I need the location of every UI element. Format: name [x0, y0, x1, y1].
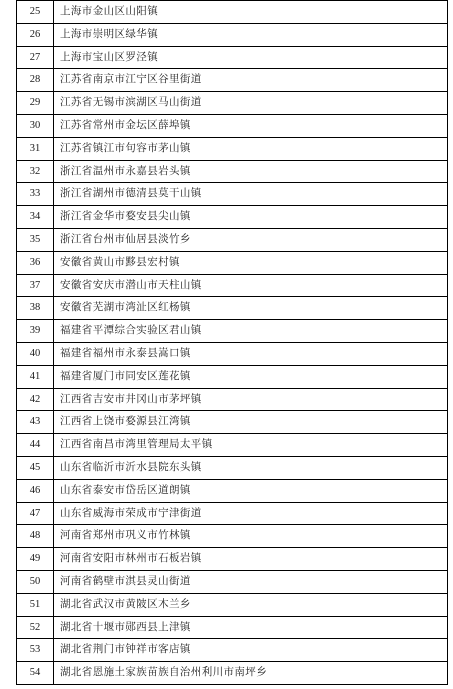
location-name: 浙江省台州市仙居县淡竹乡: [54, 228, 448, 251]
table-row: [17, 297, 448, 320]
location-name: 浙江省金华市婺安县尖山镇: [54, 206, 448, 229]
location-name: 浙江省温州市永嘉县岩头镇: [54, 160, 448, 183]
location-name: 上海市宝山区罗泾镇: [54, 46, 448, 69]
row-number: 48: [17, 525, 54, 548]
table-row: [17, 548, 448, 571]
table-row: [17, 479, 448, 502]
row-number: 25: [17, 1, 54, 24]
location-name: 安徽省黄山市黟县宏村镇: [54, 251, 448, 274]
row-number: 35: [17, 228, 54, 251]
location-name: 湖北省武汉市黄陂区木兰乡: [54, 593, 448, 616]
location-name: 上海市崇明区绿华镇: [54, 23, 448, 46]
row-number: 51: [17, 593, 54, 616]
table-row: [17, 342, 448, 365]
row-number: 40: [17, 342, 54, 365]
location-name: 江苏省南京市江宁区谷里街道: [54, 69, 448, 92]
table-row: [17, 46, 448, 69]
table-row: [17, 160, 448, 183]
row-number: 42: [17, 388, 54, 411]
table-row: [17, 388, 448, 411]
location-name: 福建省厦门市同安区莲花镇: [54, 365, 448, 388]
table-row: [17, 639, 448, 662]
location-name: 江苏省镇江市句容市茅山镇: [54, 137, 448, 160]
row-number: 31: [17, 137, 54, 160]
table-row: [17, 92, 448, 115]
row-number: 53: [17, 639, 54, 662]
table-row: [17, 251, 448, 274]
table-row: [17, 114, 448, 137]
table-row: [17, 434, 448, 457]
location-name: 湖北省十堰市郧西县上津镇: [54, 616, 448, 639]
row-number: 49: [17, 548, 54, 571]
row-number: 30: [17, 114, 54, 137]
location-name: 安徽省安庆市潜山市天柱山镇: [54, 274, 448, 297]
table-row: [17, 411, 448, 434]
row-number: 43: [17, 411, 54, 434]
row-number: 46: [17, 479, 54, 502]
location-name: 福建省福州市永泰县嵩口镇: [54, 342, 448, 365]
location-name: 河南省鹤壁市淇县灵山街道: [54, 570, 448, 593]
location-name: 安徽省芜湖市湾沚区红杨镇: [54, 297, 448, 320]
location-name: 江苏省无锡市滨湖区马山街道: [54, 92, 448, 115]
row-number: 41: [17, 365, 54, 388]
table-row: [17, 137, 448, 160]
location-name: 山东省威海市荣成市宁津街道: [54, 502, 448, 525]
table-row: [17, 456, 448, 479]
table-row: [17, 23, 448, 46]
table-row: [17, 525, 448, 548]
row-number: 29: [17, 92, 54, 115]
table-row: [17, 616, 448, 639]
location-name: 山东省泰安市岱岳区道朗镇: [54, 479, 448, 502]
location-name: 河南省郑州市巩义市竹林镇: [54, 525, 448, 548]
location-name: 山东省临沂市沂水县院东头镇: [54, 456, 448, 479]
row-number: 28: [17, 69, 54, 92]
location-name: 江西省南昌市湾里管理局太平镇: [54, 434, 448, 457]
location-name: 江苏省常州市金坛区薛埠镇: [54, 114, 448, 137]
row-number: 37: [17, 274, 54, 297]
location-name: 河南省安阳市林州市石板岩镇: [54, 548, 448, 571]
location-name: 江西省吉安市井冈山市茅坪镇: [54, 388, 448, 411]
row-number: 32: [17, 160, 54, 183]
location-name: 浙江省湖州市德清县莫干山镇: [54, 183, 448, 206]
location-name: 江西省上饶市婺源县江湾镇: [54, 411, 448, 434]
table-row: [17, 570, 448, 593]
row-number: 50: [17, 570, 54, 593]
table-row: [17, 69, 448, 92]
row-number: 33: [17, 183, 54, 206]
row-number: 45: [17, 456, 54, 479]
table-row: [17, 183, 448, 206]
table-row: [17, 593, 448, 616]
table-row: [17, 274, 448, 297]
table-row: [17, 228, 448, 251]
table-row: [17, 206, 448, 229]
row-number: 34: [17, 206, 54, 229]
row-number: 44: [17, 434, 54, 457]
region-list-table: [16, 0, 448, 685]
row-number: 36: [17, 251, 54, 274]
table-row: [17, 1, 448, 24]
table-row: [17, 320, 448, 343]
row-number: 52: [17, 616, 54, 639]
location-name: 福建省平潭综合实验区君山镇: [54, 320, 448, 343]
row-number: 27: [17, 46, 54, 69]
table-row: [17, 365, 448, 388]
row-number: 54: [17, 662, 54, 685]
table-row: [17, 502, 448, 525]
location-name: 上海市金山区山阳镇: [54, 1, 448, 24]
location-name: 湖北省荆门市钟祥市客店镇: [54, 639, 448, 662]
table-row: [17, 662, 448, 685]
table-body: [17, 1, 448, 685]
location-name: 湖北省恩施土家族苗族自治州利川市南坪乡: [54, 662, 448, 685]
row-number: 47: [17, 502, 54, 525]
row-number: 26: [17, 23, 54, 46]
row-number: 39: [17, 320, 54, 343]
row-number: 38: [17, 297, 54, 320]
